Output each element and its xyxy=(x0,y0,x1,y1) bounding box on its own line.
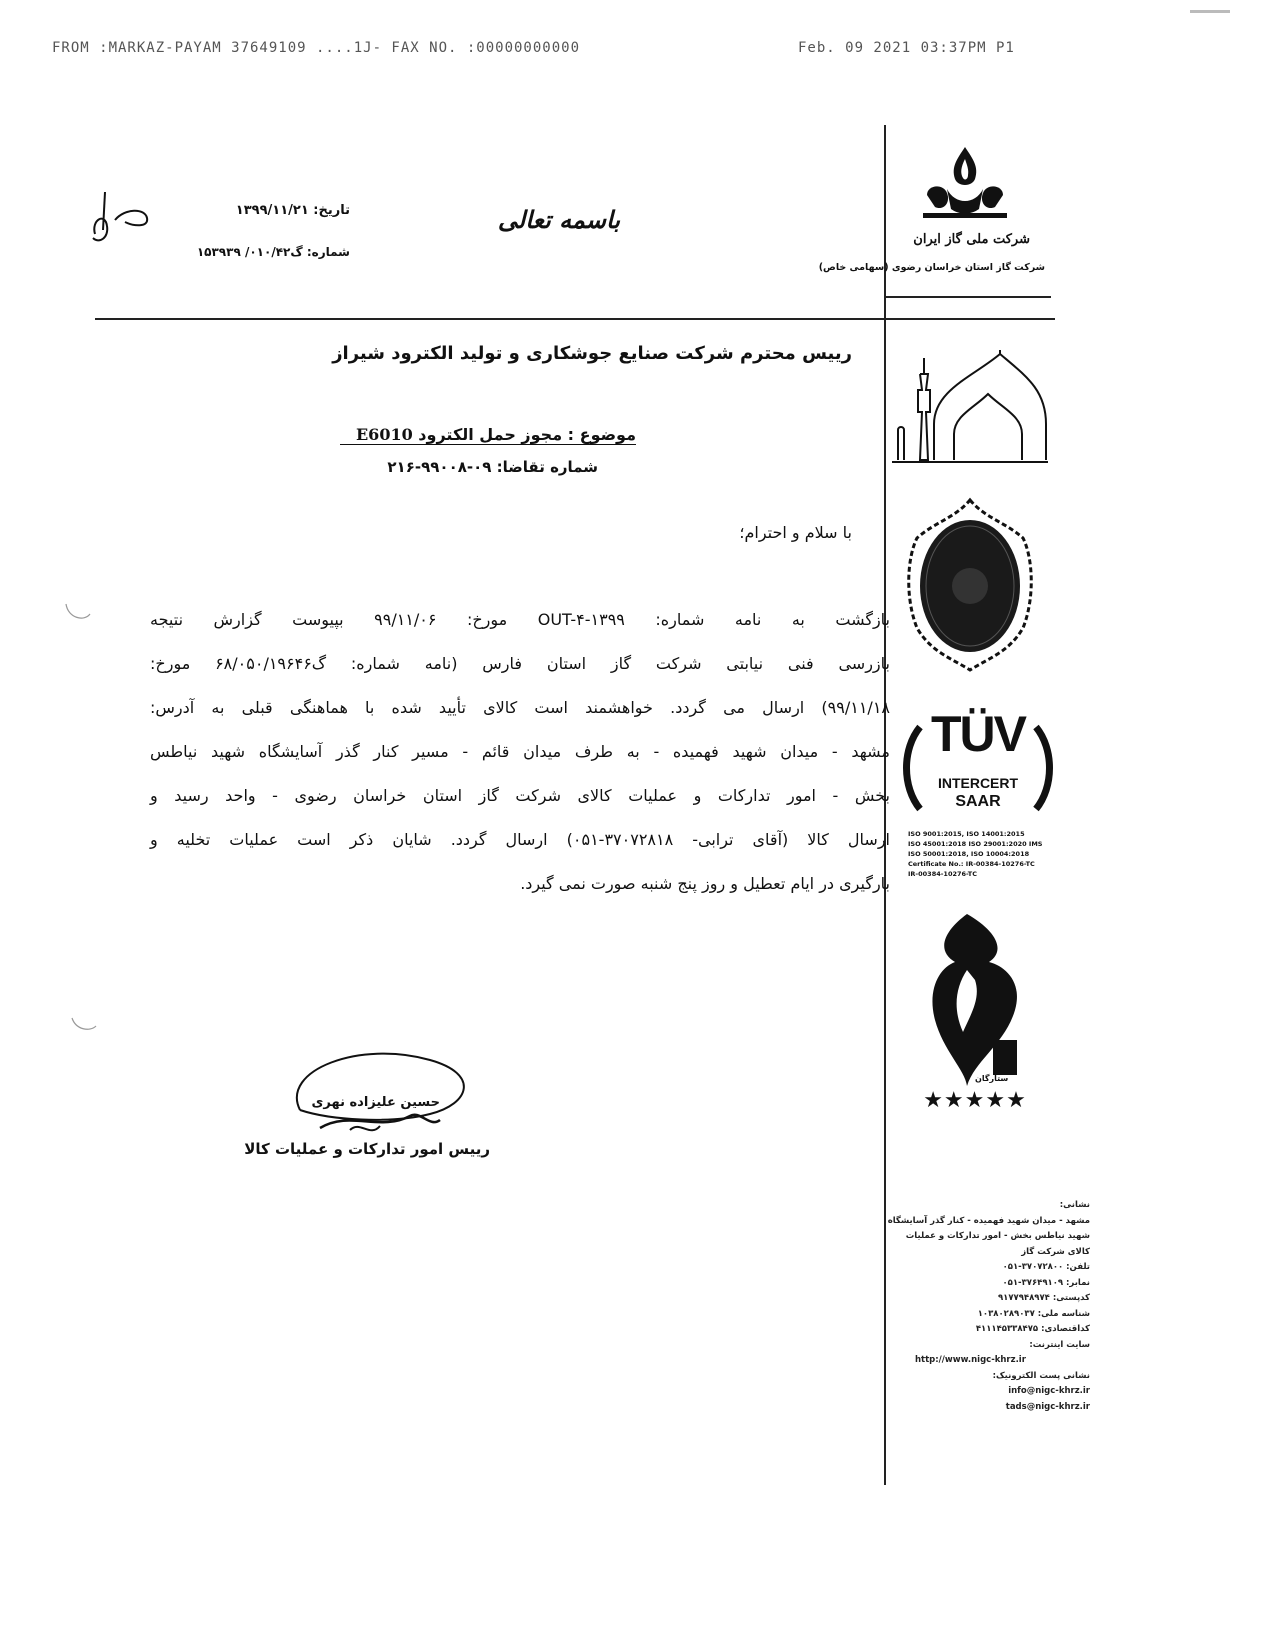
ornamental-medallion-icon xyxy=(905,498,1035,673)
address-line: info@nigc-khrz.ir xyxy=(1008,1386,1090,1396)
signatory-title: رییس امور تدارکات و عملیات کالا xyxy=(244,1140,490,1158)
address-line: کداقتصادی: ۴۱۱۱۴۵۳۳۸۴۷۵ xyxy=(975,1324,1090,1334)
tuv-fine-4: IR-00384-10276-TC xyxy=(908,870,977,878)
address-line: شناسه ملی: ۱۰۳۸۰۲۸۹۰۳۷ xyxy=(977,1308,1090,1319)
number-label: شماره: xyxy=(306,245,350,259)
greeting: با سلام و احترام؛ xyxy=(739,523,852,542)
tuv-fine-print xyxy=(908,829,1058,879)
company-name: شرکت ملی گاز ایران xyxy=(913,232,1030,247)
company-logo xyxy=(905,145,1025,235)
tuv-brand: TÜV xyxy=(931,706,1025,762)
invocation: باسمه تعالی xyxy=(497,205,620,234)
contact-address xyxy=(887,1198,1090,1415)
address-line: نمابر: ۳۷۶۴۹۱۰۹-۰۵۱ xyxy=(1002,1277,1090,1288)
award-stars: ★★★★★ xyxy=(923,1088,1027,1113)
fax-header-right: Feb. 09 2021 03:37PM P1 xyxy=(798,40,1015,56)
address-line: tads@nigc-khrz.ir xyxy=(1005,1401,1090,1412)
header-rule xyxy=(95,318,1055,320)
date-value: ۱۳۹۹/۱۱/۲۱ xyxy=(235,203,309,218)
number-value: گ۰۱۰/۴۲/ ۱۵۳۹۳۹ xyxy=(196,245,303,259)
address-line: شهید نیاطس بخش - امور تدارکات و عملیات xyxy=(905,1231,1090,1241)
tuv-line1: INTERCERT xyxy=(937,775,1019,791)
subsidiary-name: شرکت گاز استان خراسان رضوی (سهامی خاص) xyxy=(818,262,1045,273)
address-line: کدپستی: ۹۱۷۷۹۴۸۹۷۴ xyxy=(997,1293,1090,1303)
tuv-line2: SAAR xyxy=(955,793,1001,810)
flame-award-icon xyxy=(905,910,1035,1090)
tuv-fine-3: Certificate No.: IR-00384-10276-TC xyxy=(908,860,1035,868)
body-line: بازرسی فنی نیابتی شرکت گاز استان فارس (نامه شماره: گ۶۸/۰۵۰/۱۹۶۴۶ مورخ: xyxy=(150,654,890,673)
fax-header xyxy=(0,36,1275,60)
date-label: تاریخ: xyxy=(313,203,350,218)
signatory-name: حسین علیزاده نهری xyxy=(311,1095,440,1110)
request-number: شماره تقاضا: ۰۹-۹۹۰۰۸-۲۱۶ xyxy=(387,458,598,476)
address-line: کالای شرکت گاز xyxy=(1021,1246,1090,1257)
mosque-emblem-icon xyxy=(890,350,1050,470)
subject-code: E6010 xyxy=(355,425,413,444)
tuv-fine-0: ISO 9001:2015, ISO 14001:2015 xyxy=(908,830,1025,838)
date-line xyxy=(160,203,350,218)
subject-line xyxy=(340,425,636,445)
scan-edge-mark xyxy=(1190,10,1230,13)
body-line: ارسال کالا (آقای ترابی- ۳۷۰۷۲۸۱۸-۰۵۱) ارسال گردد. شایان ذکر است عملیات تخلیه و xyxy=(150,830,891,849)
body-line: بخش - امور تدارکات و عملیات کالای شرکت گاز استان خراسان رضوی - واحد رسید و xyxy=(150,786,890,805)
address-line: تلفن: ۳۷۰۷۲۸۰۰-۰۵۱ xyxy=(1002,1262,1090,1272)
body-line: بازگشت به نامه شماره: ۱۳۹۹-OUT-۴ مورخ: ۹۹/۱۱/۰۶ بپیوست گزارش نتیجه xyxy=(150,610,891,629)
body-line: بارگیری در ایام تعطیل و روز پنج شنبه صورت نمی گیرد. xyxy=(520,874,890,893)
address-line: مشهد - میدان شهید فهمیده - کنار گذر آسایشگاه xyxy=(887,1215,1090,1226)
number-line xyxy=(150,245,350,259)
punch-mark-top xyxy=(62,600,92,624)
handwritten-initials xyxy=(85,190,155,250)
letterhead-rule xyxy=(886,296,1051,298)
tuv-fine-2: ISO 50001:2018, ISO 10004:2018 xyxy=(908,850,1030,858)
tuv-fine-1: ISO 45001:2018 ISO 29001:2020 IMS xyxy=(908,840,1043,848)
punch-mark-bottom xyxy=(68,1012,98,1036)
address-line: نشانی پست الکترونیک: xyxy=(992,1370,1090,1381)
address-line: سایت اینترنت: xyxy=(1029,1339,1090,1350)
subject-label: موضوع : مجوز حمل الکترود xyxy=(418,425,636,444)
body-line: مشهد - میدان شهید فهمیده - به طرف میدان قائم - مسیر کنار گذر آسایشگاه شهید نیاطس xyxy=(150,742,890,761)
award-caption: ستارگان xyxy=(975,1074,1009,1083)
address-line: http://www.nigc-khrz.ir xyxy=(915,1355,1026,1365)
fax-header-left: FROM :MARKAZ-PAYAM 37649109 ....1J- FAX NO. :00000000000 xyxy=(52,40,581,56)
letter-body xyxy=(150,598,890,906)
recipient: رییس محترم شرکت صنایع جوشکاری و تولید الکترود شیراز xyxy=(332,343,852,364)
address-line: نشانی: xyxy=(1059,1200,1090,1210)
tuv-certification xyxy=(898,705,1058,885)
body-line: ۹۹/۱۱/۱۸) ارسال می گردد. خواهشمند است کالای تأیید شده با هماهنگی قبلی به آدرس: xyxy=(150,698,890,717)
